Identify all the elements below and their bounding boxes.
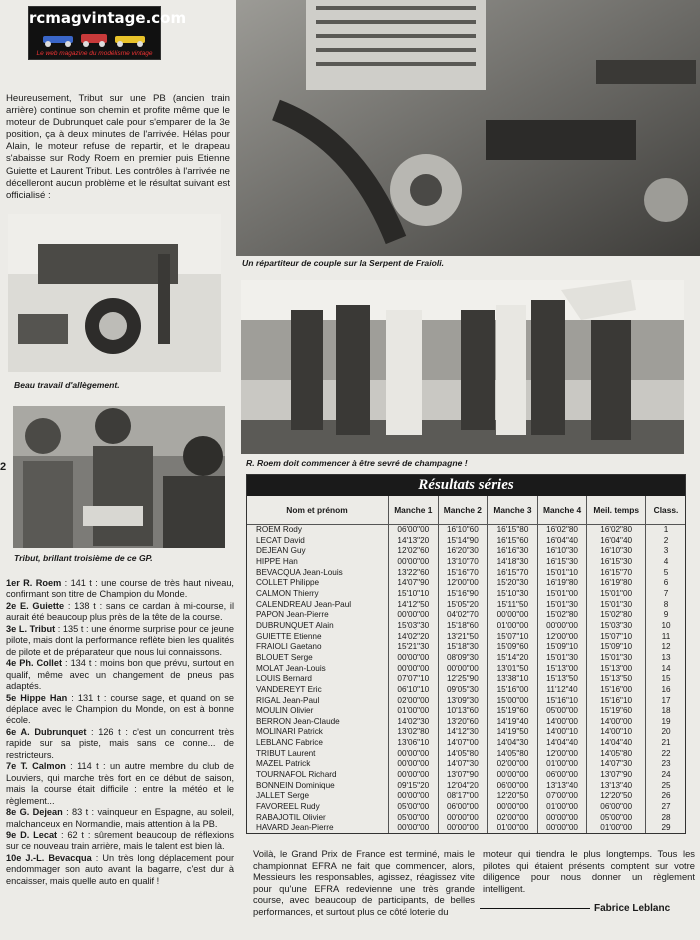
heat-time: 16'15"60 xyxy=(488,536,538,547)
site-logo[interactable] xyxy=(28,6,187,60)
heat-time: 06'00"00 xyxy=(488,781,538,792)
heat-time: 15'16"10 xyxy=(587,696,646,707)
heat-time: 16'20"30 xyxy=(438,546,488,557)
results-row xyxy=(246,696,686,707)
rank-item: 8e G. Dejean : 83 t : vainqueur en Espagne, au soleil, malchanceux en Normandie, mais attention à la PB. xyxy=(6,807,235,829)
heat-time: 16'15"30 xyxy=(587,557,646,568)
rank-item: 1er R. Roem : 141 t : une course de très haut niveau, confirmant son titre de Champion du Monde. xyxy=(6,578,234,600)
heat-time: 13'02"80 xyxy=(389,727,439,738)
heat-time: 16'02"80 xyxy=(587,525,646,536)
heat-time: 16'15"70 xyxy=(587,568,646,579)
heat-time: 14'07"30 xyxy=(438,759,488,770)
results-header-row xyxy=(246,496,686,525)
class-rank: 22 xyxy=(646,749,687,760)
heat-time: 13'07"90 xyxy=(438,770,488,781)
pilot-name: GUIETTE Etienne xyxy=(256,631,322,641)
heat-time: 07'07"10 xyxy=(389,674,439,685)
pilot-name: BEVACQUA Jean-Louis xyxy=(256,567,343,577)
class-rank: 28 xyxy=(646,813,687,824)
heat-time: 14'02"20 xyxy=(389,632,439,643)
page-number: 2 xyxy=(0,461,7,473)
col-header: Nom et prénom xyxy=(246,496,389,525)
heat-time: 00'00"00 xyxy=(537,621,587,632)
results-row xyxy=(246,664,686,675)
results-row xyxy=(246,610,686,621)
heat-time: 00'00"00 xyxy=(438,823,488,834)
class-rank: 14 xyxy=(646,664,687,675)
heat-time: 15'03"30 xyxy=(587,621,646,632)
heat-time: 00'00"00 xyxy=(537,813,587,824)
heat-time: 15'10"10 xyxy=(389,589,439,600)
heat-time: 15'19"60 xyxy=(488,706,538,717)
heat-time: 06'00"00 xyxy=(389,525,439,536)
class-rank: 27 xyxy=(646,802,687,813)
heat-time: 02'00"00 xyxy=(389,696,439,707)
results-row xyxy=(246,749,686,760)
pilot-name: PAPON Jean-Pierre xyxy=(256,610,329,620)
heat-time: 00'00"00 xyxy=(537,823,587,834)
heat-time: 00'00"00 xyxy=(389,749,439,760)
heat-time: 12'04"20 xyxy=(438,781,488,792)
heat-time: 16'10"30 xyxy=(587,546,646,557)
pilot-name: VANDEREYT Eric xyxy=(256,684,322,694)
heat-time: 15'11"50 xyxy=(488,600,538,611)
class-rank: 15 xyxy=(646,674,687,685)
heat-time: 14'04"40 xyxy=(537,738,587,749)
heat-time: 12'20"50 xyxy=(587,791,646,802)
pilot-name: MOLAT Jean-Louis xyxy=(256,663,326,673)
closing-left: Voilà, le Grand Prix de France est terminé, mais le championnat EFRA ne fait que commencer, alors, Messieurs les responsables, agissez, réagissez vite pour qu'une EFRA redevienne une très grande course, avec beaucoup de participants, de belles performances, et surtout plus ce côté loterie du xyxy=(253,848,475,917)
heat-time: 14'18"30 xyxy=(488,557,538,568)
heat-time: 15'13"50 xyxy=(587,674,646,685)
heat-time: 15'14"20 xyxy=(488,653,538,664)
rank-item: 5e Hippe Han : 131 t : course sage, et quand on se déplace avec le Champion du Monde, on est à bonne école. xyxy=(6,692,234,726)
heat-time: 13'01"50 xyxy=(488,664,538,675)
ranking-commentary xyxy=(6,578,234,887)
heat-time: 02'00"00 xyxy=(488,813,538,824)
heat-time: 14'02"30 xyxy=(389,717,439,728)
heat-time: 12'25"90 xyxy=(438,674,488,685)
heat-time: 14'04"30 xyxy=(488,738,538,749)
heat-time: 05'00"00 xyxy=(537,706,587,717)
class-rank: 1 xyxy=(646,525,687,536)
results-row xyxy=(246,536,686,547)
heat-time: 15'13"50 xyxy=(537,674,587,685)
heat-time: 13'07"90 xyxy=(587,770,646,781)
heat-time: 14'05"80 xyxy=(438,749,488,760)
results-row xyxy=(246,823,686,834)
pilot-name: DEJEAN Guy xyxy=(256,546,306,556)
heat-time: 13'20"60 xyxy=(438,717,488,728)
heat-time: 06'00"00 xyxy=(438,802,488,813)
heat-time: 13'13"40 xyxy=(587,781,646,792)
podium-photo xyxy=(241,280,684,454)
heat-time: 13'06"10 xyxy=(389,738,439,749)
heat-time: 02'00"00 xyxy=(488,759,538,770)
class-rank: 17 xyxy=(646,696,687,707)
heat-time: 13'10"70 xyxy=(438,557,488,568)
results-row xyxy=(246,781,686,792)
rank-item: 6e A. Dubrunquet : 126 t : c'est un concurrent très rapide sur sa piste, mais sans ce conne... de restricteurs. xyxy=(6,726,234,760)
heat-time: 15'16"10 xyxy=(537,696,587,707)
heat-time: 01'00"00 xyxy=(488,621,538,632)
results-row xyxy=(246,568,686,579)
class-rank: 12 xyxy=(646,642,687,653)
heat-time: 12'00"00 xyxy=(537,749,587,760)
pilot-name: LOUIS Bernard xyxy=(256,674,312,684)
detail-photo xyxy=(8,214,221,372)
heat-time: 15'16"00 xyxy=(488,685,538,696)
results-row xyxy=(246,546,686,557)
logo-title: rcmagvintage.com xyxy=(29,9,187,27)
heat-time: 15'09"10 xyxy=(587,642,646,653)
heat-time: 00'00"00 xyxy=(389,557,439,568)
pilot-name: MAZEL Patrick xyxy=(256,759,311,769)
heat-time: 01'00"00 xyxy=(537,759,587,770)
heat-time: 01'00"00 xyxy=(488,823,538,834)
engine-photo-caption: Un répartiteur de couple sur la Serpent de Fraioli. xyxy=(242,258,444,268)
class-rank: 19 xyxy=(646,717,687,728)
results-row xyxy=(246,674,686,685)
class-rank: 29 xyxy=(646,823,687,834)
rank-item: 10e J.-L. Bevacqua : Un très long déplacement pour endommager son auto avant la bagarre, c'est dur à encaisser, mais quelle auto en qualif ! xyxy=(6,852,235,886)
pilot-name: HAVARD Jean-Pierre xyxy=(256,823,334,833)
class-rank: 11 xyxy=(646,632,687,643)
heat-time: 10'13"60 xyxy=(438,706,488,717)
heat-time: 15'13"00 xyxy=(537,664,587,675)
heat-time: 14'00"00 xyxy=(587,717,646,728)
heat-time: 15'01"00 xyxy=(587,589,646,600)
heat-time: 00'00"00 xyxy=(389,823,439,834)
results-row xyxy=(246,759,686,770)
heat-time: 15'16"00 xyxy=(587,685,646,696)
heat-time: 00'00"00 xyxy=(488,610,538,621)
detail-photo-caption: Beau travail d'allègement. xyxy=(14,380,120,390)
heat-time: 01'00"00 xyxy=(389,706,439,717)
class-rank: 3 xyxy=(646,546,687,557)
heat-time: 14'00"10 xyxy=(587,727,646,738)
intro-paragraph: Heureusement, Tribut sur une PB (ancien train arrière) continue son chemin et profite même que le moteur de Dubrunquet cale pour s'emparer de la 3e position, ça à deux minutes de l'arrivée. Hélas pour Alain, le moteur refuse de repartir, et le drapeau s'abaisse sur Rody Roem en premier puis Etienne Guiette et Laurent Tribut. Les contrôles à l'arrivée ne décelleront aucun problème et le résultat suivant est officialisé : xyxy=(6,93,230,201)
col-header: Manche 4 xyxy=(537,496,587,525)
results-row xyxy=(246,685,686,696)
heat-time: 15'09"10 xyxy=(537,642,587,653)
heat-time: 06'00"00 xyxy=(537,770,587,781)
results-row xyxy=(246,653,686,664)
heat-time: 12'00"00 xyxy=(438,578,488,589)
heat-time: 06'10"10 xyxy=(389,685,439,696)
heat-time: 15'05"20 xyxy=(438,600,488,611)
heat-time: 15'10"30 xyxy=(488,589,538,600)
heat-time: 09'05"30 xyxy=(438,685,488,696)
heat-time: 00'00"00 xyxy=(438,664,488,675)
heat-time: 11'12"40 xyxy=(537,685,587,696)
results-row xyxy=(246,727,686,738)
rank-item: 3e L. Tribut : 135 t : une énorme surprise pour ce jeune pilote, mais dont la performance reflète bien les qualités de pilote et de préparateur que nous lui connaissons. xyxy=(6,623,234,657)
heat-time: 16'10"30 xyxy=(537,546,587,557)
heat-time: 00'00"00 xyxy=(389,791,439,802)
col-header: Manche 3 xyxy=(488,496,538,525)
heat-time: 15'07"10 xyxy=(488,632,538,643)
heat-time: 15'21"30 xyxy=(389,642,439,653)
heat-time: 14'00"10 xyxy=(537,727,587,738)
results-row xyxy=(246,525,686,536)
rank-item: 2e E. Guiette : 138 t : sans ce cardan à mi-course, il aurait été beaucoup plus près de la tête de la course. xyxy=(6,600,235,623)
results-row xyxy=(246,802,686,813)
pilot-name: LEBLANC Fabrice xyxy=(256,738,323,748)
pilot-name: FRAIOLI Gaetano xyxy=(256,642,322,652)
engine-photo xyxy=(236,0,700,256)
pilot-name: MOLINARI Patrick xyxy=(256,727,323,737)
heat-time: 16'10"60 xyxy=(438,525,488,536)
class-rank: 7 xyxy=(646,589,687,600)
heat-time: 12'00"00 xyxy=(537,632,587,643)
class-rank: 9 xyxy=(646,610,687,621)
class-rank: 26 xyxy=(646,791,687,802)
class-rank: 23 xyxy=(646,759,687,770)
col-header: Meil. temps xyxy=(587,496,646,525)
heat-time: 05'00"00 xyxy=(389,813,439,824)
heat-time: 15'13"00 xyxy=(587,664,646,675)
pilot-name: DUBRUNQUET Alain xyxy=(256,620,334,630)
tribut-photo xyxy=(13,406,225,548)
heat-time: 00'00"00 xyxy=(389,664,439,675)
results-row xyxy=(246,600,686,611)
pilot-name: LECAT David xyxy=(256,535,305,545)
heat-time: 01'00"00 xyxy=(537,802,587,813)
heat-time: 16'15"80 xyxy=(488,525,538,536)
heat-time: 16'19"80 xyxy=(587,578,646,589)
heat-time: 16'02"80 xyxy=(537,525,587,536)
heat-time: 00'00"00 xyxy=(389,759,439,770)
heat-time: 14'07"30 xyxy=(587,759,646,770)
heat-time: 13'22"60 xyxy=(389,568,439,579)
results-title: Résultats séries xyxy=(246,474,686,496)
logo-subtitle: Le web magazine du modélisme vintage xyxy=(36,50,153,57)
class-rank: 4 xyxy=(646,557,687,568)
heat-time: 12'02"60 xyxy=(389,546,439,557)
pilot-name: CALMON Thierry xyxy=(256,588,319,598)
heat-time: 14'19"40 xyxy=(488,717,538,728)
pilot-name: COLLET Philippe xyxy=(256,578,320,588)
class-rank: 8 xyxy=(646,600,687,611)
heat-time: 15'18"60 xyxy=(438,621,488,632)
class-rank: 5 xyxy=(646,568,687,579)
heat-time: 15'01"30 xyxy=(587,600,646,611)
heat-time: 16'15"30 xyxy=(537,557,587,568)
results-table xyxy=(246,496,686,834)
heat-time: 15'20"30 xyxy=(488,578,538,589)
heat-time: 14'19"50 xyxy=(488,727,538,738)
pilot-name: FAVOREEL Rudy xyxy=(256,802,320,812)
closing-right: moteur qui tiendra le plus longtemps. Tous les pilotes qui étaient présents comptent sur votre diligence pour nous donner un règlement intelligent. xyxy=(483,848,695,894)
pilot-name: TOURNAFOL Richard xyxy=(256,770,337,780)
pilot-name: ROEM Rody xyxy=(256,525,302,534)
class-rank: 13 xyxy=(646,653,687,664)
heat-time: 16'04"40 xyxy=(587,536,646,547)
tribut-photo-caption: Tribut, brillant troisième de ce GP. xyxy=(14,553,153,563)
podium-photo-caption: R. Roem doit commencer à être sevré de champagne ! xyxy=(246,458,468,468)
heat-time: 15'16"70 xyxy=(438,568,488,579)
results-row xyxy=(246,621,686,632)
col-header: Manche 2 xyxy=(438,496,488,525)
heat-time: 15'01"00 xyxy=(537,589,587,600)
class-rank: 20 xyxy=(646,727,687,738)
heat-time: 14'05"80 xyxy=(488,749,538,760)
pilot-name: TRIBUT Laurent xyxy=(256,748,316,758)
rank-item: 4e Ph. Collet : 134 t : moins bon que prévu, surtout en qualif, même avec un changement de pneus pas adaptés. xyxy=(6,658,234,692)
heat-time: 13'38"10 xyxy=(488,674,538,685)
heat-time: 14'13"20 xyxy=(389,536,439,547)
heat-time: 16'04"40 xyxy=(537,536,587,547)
heat-time: 13'09"30 xyxy=(438,696,488,707)
col-header: Class. xyxy=(646,496,687,525)
results-row xyxy=(246,589,686,600)
heat-time: 00'00"00 xyxy=(488,802,538,813)
heat-time: 14'07"00 xyxy=(438,738,488,749)
heat-time: 15'01"30 xyxy=(537,653,587,664)
pilot-name: RABAJOTIL Olivier xyxy=(256,812,326,822)
results-row xyxy=(246,791,686,802)
results-row xyxy=(246,738,686,749)
heat-time: 15'19"60 xyxy=(587,706,646,717)
pilot-name: BERRON Jean-Claude xyxy=(256,716,340,726)
heat-time: 14'04"40 xyxy=(587,738,646,749)
heat-time: 14'05"80 xyxy=(587,749,646,760)
heat-time: 15'18"30 xyxy=(438,642,488,653)
results-row xyxy=(246,632,686,643)
pilot-name: BLOUET Serge xyxy=(256,652,313,662)
class-rank: 2 xyxy=(646,536,687,547)
results-row xyxy=(246,770,686,781)
results-row xyxy=(246,813,686,824)
heat-time: 14'12"30 xyxy=(438,727,488,738)
rank-item: 7e T. Calmon : 114 t : un autre membre du club de Louviers, qui marche très fort en ce début de saison, mais la course était difficile : entre la météo et le règlement... xyxy=(6,761,234,806)
heat-time: 12'20"50 xyxy=(488,791,538,802)
heat-time: 15'02"80 xyxy=(587,610,646,621)
heat-time: 16'19"80 xyxy=(537,578,587,589)
class-rank: 21 xyxy=(646,738,687,749)
heat-time: 01'00"00 xyxy=(587,823,646,834)
heat-time: 08'17"00 xyxy=(438,791,488,802)
heat-time: 15'02"80 xyxy=(537,610,587,621)
heat-time: 15'01"30 xyxy=(587,653,646,664)
heat-time: 14'07"90 xyxy=(389,578,439,589)
heat-time: 15'07"10 xyxy=(587,632,646,643)
heat-time: 00'00"00 xyxy=(488,770,538,781)
pilot-name: HIPPE Han xyxy=(256,556,298,566)
heat-time: 16'15"70 xyxy=(488,568,538,579)
car-logo-icon xyxy=(39,29,149,47)
results-row xyxy=(246,578,686,589)
heat-time: 13'13"40 xyxy=(537,781,587,792)
pilot-name: CALENDREAU Jean-Paul xyxy=(256,599,352,609)
heat-time: 15'01"30 xyxy=(537,600,587,611)
heat-time: 15'03"30 xyxy=(389,621,439,632)
heat-time: 15'16"90 xyxy=(438,589,488,600)
class-rank: 18 xyxy=(646,706,687,717)
author-signature: Fabrice Leblanc xyxy=(480,903,670,914)
heat-time: 04'02"70 xyxy=(438,610,488,621)
heat-time: 13'21"50 xyxy=(438,632,488,643)
heat-time: 08'09"30 xyxy=(438,653,488,664)
class-rank: 6 xyxy=(646,578,687,589)
pilot-name: MOULIN Olivier xyxy=(256,706,314,716)
heat-time: 15'01"10 xyxy=(537,568,587,579)
heat-time: 14'00"00 xyxy=(537,717,587,728)
col-header: Manche 1 xyxy=(389,496,439,525)
heat-time: 00'00"00 xyxy=(438,813,488,824)
results-row xyxy=(246,557,686,568)
pilot-name: BONNEIN Dominique xyxy=(256,780,335,790)
rank-item: 9e D. Lecat : 62 t : sûrement beaucoup de réflexions sur ce nouveau train arrière, mais le talent est bien là. xyxy=(6,829,234,852)
heat-time: 14'12"50 xyxy=(389,600,439,611)
heat-time: 05'00"00 xyxy=(587,813,646,824)
heat-time: 15'00"00 xyxy=(488,696,538,707)
pilot-name: RIGAL Jean-Paul xyxy=(256,695,320,705)
heat-time: 15'14"90 xyxy=(438,536,488,547)
class-rank: 25 xyxy=(646,781,687,792)
heat-time: 00'00"00 xyxy=(389,653,439,664)
class-rank: 16 xyxy=(646,685,687,696)
heat-time: 00'00"00 xyxy=(389,610,439,621)
class-rank: 10 xyxy=(646,621,687,632)
results-body xyxy=(246,525,686,835)
heat-time: 06'00"00 xyxy=(587,802,646,813)
heat-time: 09'15"20 xyxy=(389,781,439,792)
results-row xyxy=(246,642,686,653)
class-rank: 24 xyxy=(646,770,687,781)
results-row xyxy=(246,706,686,717)
heat-time: 16'16"30 xyxy=(488,546,538,557)
results-row xyxy=(246,717,686,728)
heat-time: 07'00"00 xyxy=(537,791,587,802)
pilot-name: JALLET Serge xyxy=(256,791,310,801)
heat-time: 05'00"00 xyxy=(389,802,439,813)
heat-time: 15'09"60 xyxy=(488,642,538,653)
heat-time: 00'00"00 xyxy=(389,770,439,781)
